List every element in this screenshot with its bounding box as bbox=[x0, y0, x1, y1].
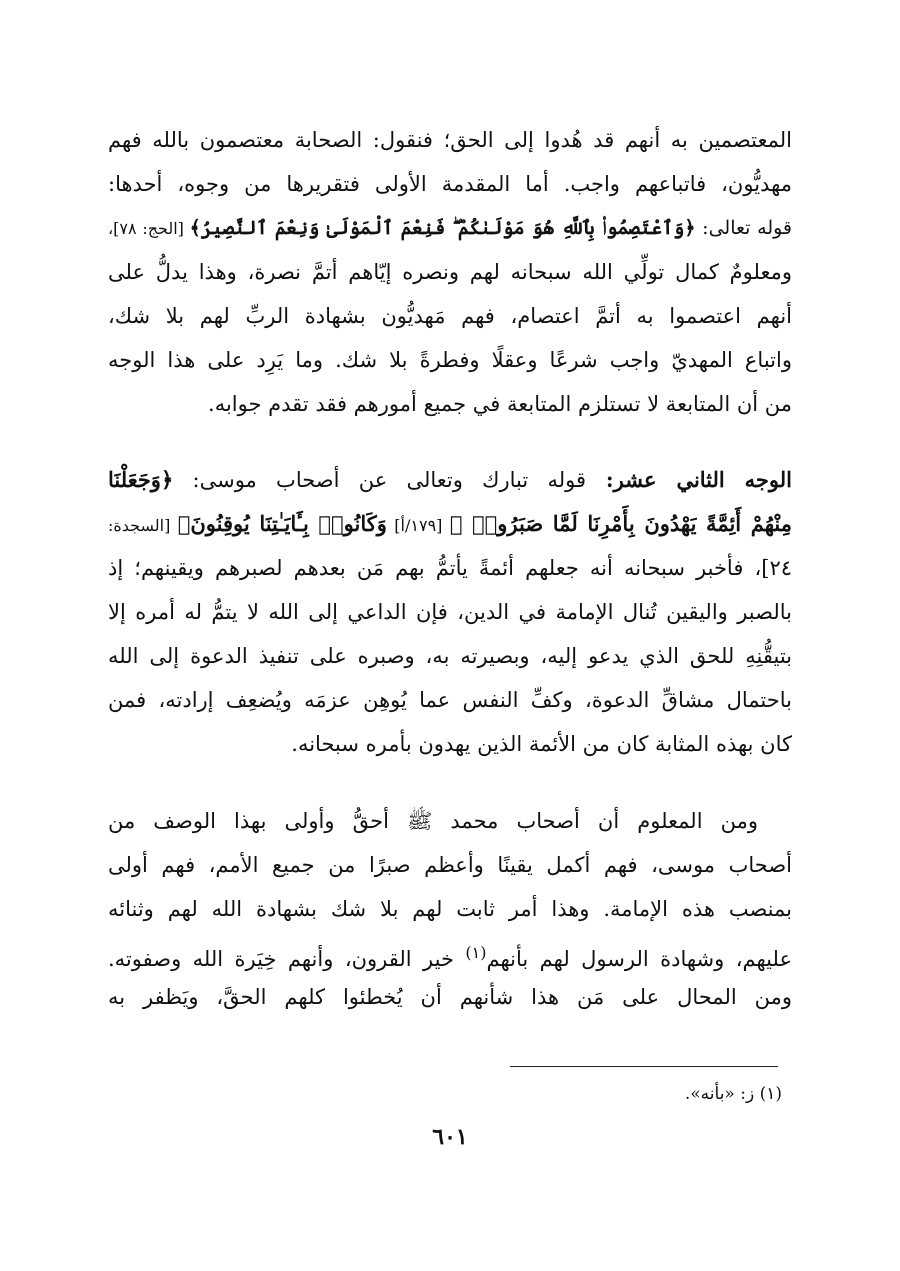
text-line bbox=[108, 502, 792, 546]
verse-reference: [السجدة: bbox=[108, 516, 178, 535]
text-segment: قوله تعالى: bbox=[695, 217, 792, 239]
quran-verse: ﴿وَٱعْتَصِمُوا۟ بِٱللَّهِ هُوَ مَوْلَىٰكُمْ ۖ فَنِعْمَ ٱلْمَوْلَىٰ وَنِعْمَ ٱلنَّصِيرُ﴾ bbox=[189, 217, 696, 239]
manuscript-reference: [١٧٩/أ] bbox=[386, 516, 450, 535]
footnote-marker: (١) bbox=[759, 1084, 782, 1104]
text-line bbox=[108, 458, 792, 502]
paragraph-1 bbox=[108, 118, 792, 426]
text-line: ٢٤]، فأخبر سبحانه أنه جعلهم أئمةً يأتمُّ بهم مَن بعدهم لصبرهم ويقينهم؛ إذ bbox=[108, 556, 792, 580]
text-line: واتباع المهديّ واجب شرعًا وعقلًا وفطرةً بلا شك. وما يَرِد على هذا الوجه bbox=[108, 348, 792, 372]
verse-reference: [الحج: ٧٨]، bbox=[108, 219, 190, 238]
text-line: من أن المتابعة لا تستلزم المتابعة في جميع أمورهم فقد تقدم جوابه. bbox=[208, 392, 792, 416]
quran-verse: وَكَانُوا۟ بِـَٔايَـٰتِنَا يُوقِنُونَ﴾ bbox=[177, 511, 387, 536]
text-line: أصحاب موسى، فهم أكمل يقينًا وأعظم صبرًا من جميع الأمم، فهم أولى bbox=[108, 853, 792, 877]
text-line: مهديُّون، فاتباعهم واجب. أما المقدمة الأولى فتقريرها من وجوه، أحدها: bbox=[108, 172, 792, 196]
text-line: بتيقُّنِهِ للحق الذي يدعو إليه، وبصيرته به، وصبره على تنفيذ الدعوة إلى الله bbox=[108, 644, 792, 668]
text-line: ومعلومٌ كمال تولِّي الله سبحانه لهم ونصره إيّاهم أتمَّ نصرة، وهذا يدلُّ على bbox=[108, 260, 792, 284]
text-line: باحتمال مشاقِّ الدعوة، وكفِّ النفس عما يُوهِن عزمَه ويُضعِف إرادته، فمن bbox=[108, 688, 792, 712]
paragraph-3 bbox=[108, 799, 792, 1019]
paragraph-2 bbox=[108, 458, 792, 766]
page-number: ٦٠١ bbox=[432, 1124, 468, 1150]
text-line: أنهم اعتصموا به أتمَّ اعتصام، فهم مَهديُّون بشهادة الربِّ لهم بلا شك، bbox=[108, 304, 792, 328]
text-line: ومن المعلوم أن أصحاب محمد ﷺ أحقُّ وأولى بهذا الوصف من bbox=[108, 809, 758, 833]
text-line: كان بهذه المثابة كان من الأئمة الذين يهدون بأمره سبحانه. bbox=[291, 732, 792, 756]
footnote bbox=[685, 1080, 782, 1108]
quran-verse: ﴿وَجَعَلْنَا bbox=[108, 467, 174, 492]
text-segment: خير القرون، وأنهم خِيَرة الله وصفوته. bbox=[108, 947, 466, 971]
text-line: بمنصب هذه الإمامة. وهذا أمر ثابت لهم بلا شك بشهادة الله لهم وثنائه bbox=[108, 897, 792, 921]
text-segment: عليهم، وشهادة الرسول لهم بأنهم bbox=[486, 947, 792, 971]
text-segment: قوله تبارك وتعالى عن أصحاب موسى: bbox=[173, 468, 587, 492]
text-line: ومن المحال على مَن هذا شأنهم أن يُخطئوا كلهم الحقَّ، ويَظفر به bbox=[108, 985, 792, 1009]
section-heading: الوجه الثاني عشر: bbox=[586, 467, 792, 492]
footnote-text: ز: «بأنه». bbox=[684, 1084, 755, 1104]
text-line bbox=[108, 931, 792, 975]
text-line: المعتصمين به أنهم قد هُدوا إلى الحق؛ فنقول: الصحابة معتصمون بالله فهم bbox=[108, 128, 792, 152]
text-line: بالصبر واليقين تُنال الإمامة في الدين، فإن الداعي إلى الله لا يتمُّ له أمره إلا bbox=[108, 600, 792, 624]
quran-verse: مِنْهُمْ أَئِمَّةً يَهْدُونَ بِأَمْرِنَا لَمَّا صَبَرُوا۟ ۖ bbox=[449, 511, 792, 536]
footnote-divider bbox=[510, 1066, 778, 1067]
footnote-marker: (١) bbox=[465, 943, 487, 962]
text-line bbox=[108, 206, 792, 250]
